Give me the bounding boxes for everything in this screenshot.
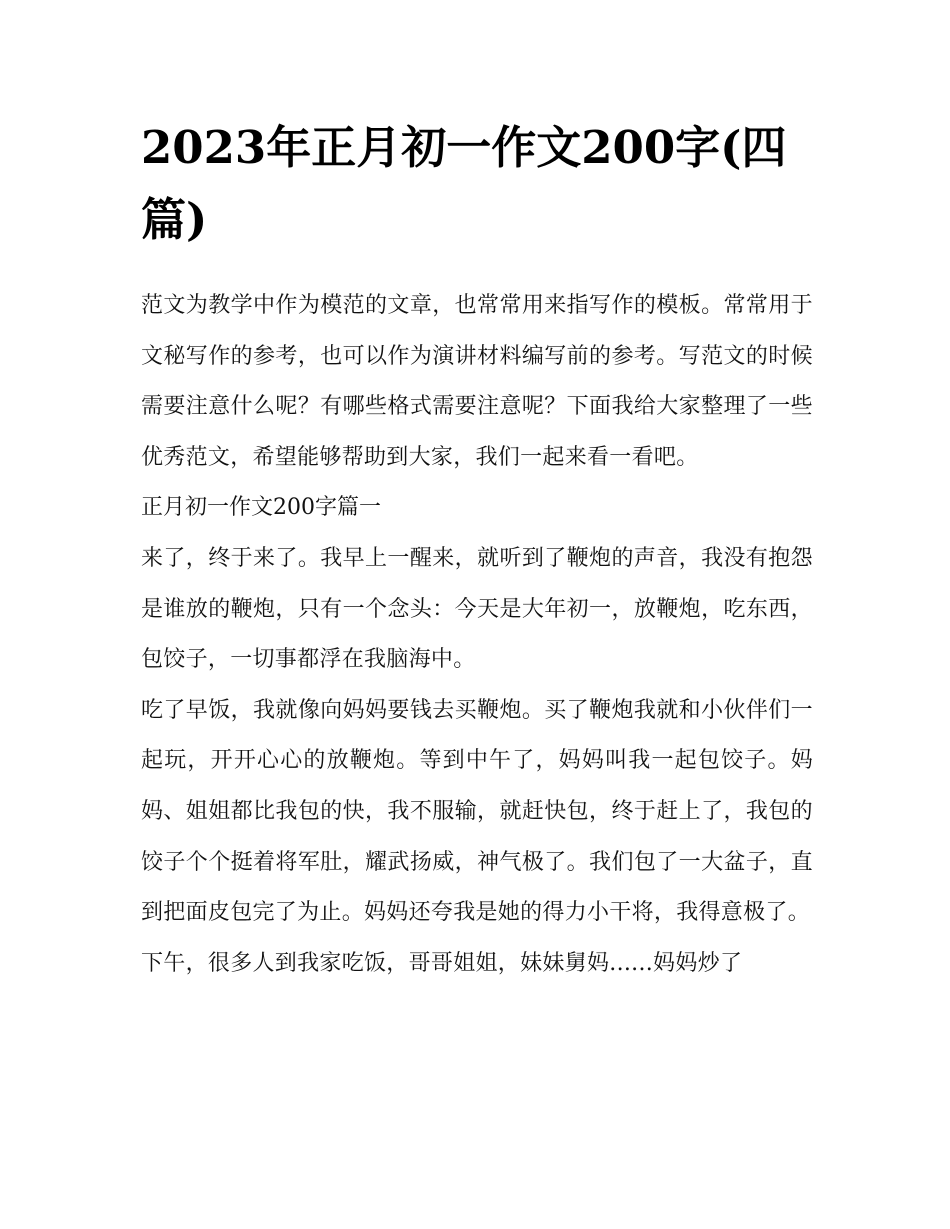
intro-paragraph: 范文为教学中作为模范的文章，也常常用来指写作的模板。常常用于文秘写作的参考，也可以作为演讲材料编写前的参考。写范文的时候需要注意什么呢？有哪些格式需要注意呢？下面我给大家整理了一些优秀范文，希望能够帮助到大家，我们一起来看一看吧。 xyxy=(141,293,813,470)
body-paragraph-2: 吃了早饭，我就像向妈妈要钱去买鞭炮。买了鞭炮我就和小伙伴们一起玩，开开心心的放鞭炮。等到中午了，妈妈叫我一起包饺子。妈妈、姐姐都比我包的快，我不服输，就赶快包，终于赶上了，我包的饺子个个挺着将军肚，耀武扬威，神气极了。我们包了一大盆子，直到把面皮包完了为止。妈妈还夸我是她的得力小干将，我得意极了。 xyxy=(141,697,813,926)
body-paragraph-3: 下午，很多人到我家吃饭，哥哥姐姐，妹妹舅妈......妈妈炒了 xyxy=(141,950,743,976)
body-paragraph-1: 来了，终于来了。我早上一醒来，就听到了鞭炮的声音，我没有抱怨是谁放的鞭炮，只有一个念头：今天是大年初一，放鞭炮，吃东西，包饺子，一切事都浮在我脑海中。 xyxy=(141,545,813,673)
document-title: 2023年正月初一作文200字(四篇) xyxy=(141,121,787,246)
section-heading: 正月初一作文200字篇一 xyxy=(141,495,381,521)
document-page xyxy=(141,112,813,989)
